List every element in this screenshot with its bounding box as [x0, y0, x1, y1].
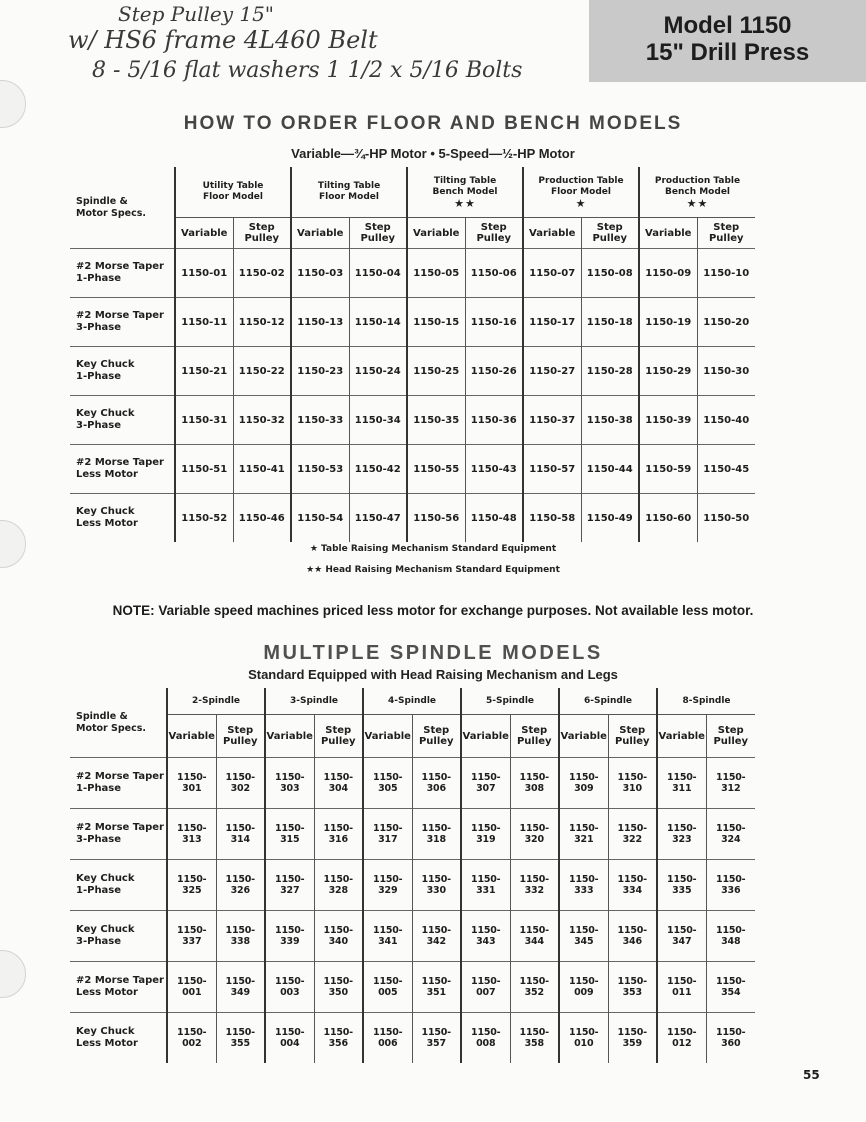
model-number-cell: 1150-003: [265, 962, 314, 1013]
model-number-cell: 1150-318: [412, 809, 461, 860]
model-number-cell: 1150-351: [412, 962, 461, 1013]
model-number-cell: 1150-336: [706, 860, 755, 911]
multiple-spindle-table: [70, 688, 755, 1063]
model-number-cell: 1150-011: [657, 962, 706, 1013]
model-number-cell: 1150-60: [639, 494, 697, 543]
model-number-cell: 1150-331: [461, 860, 510, 911]
model-number-cell: 1150-010: [559, 1013, 608, 1064]
model-number-cell: 1150-49: [581, 494, 639, 543]
table-row: [70, 758, 755, 809]
column-group-header: 8-Spindle: [657, 688, 755, 715]
section-title-multiple-spindle: MULTIPLE SPINDLE MODELS: [263, 642, 603, 664]
spec-line-1: Key Chuck: [76, 873, 135, 884]
subheader-line-1: Variable: [560, 730, 607, 742]
table-row: [70, 1013, 755, 1064]
model-number-cell: 1150-25: [407, 347, 465, 396]
subheader-line-1: Step: [521, 725, 548, 736]
model-number-cell: 1150-06: [465, 249, 523, 298]
model-number-cell: 1150-23: [291, 347, 349, 396]
model-number-cell: 1150-301: [167, 758, 216, 809]
model-number-cell: 1150-03: [291, 249, 349, 298]
model-number-cell: 1150-04: [349, 249, 407, 298]
model-number-cell: 1150-45: [697, 445, 755, 494]
model-number-cell: 1150-35: [407, 396, 465, 445]
model-number-cell: 1150-350: [314, 962, 363, 1013]
model-number-cell: 1150-305: [363, 758, 412, 809]
model-number-cell: 1150-347: [657, 911, 706, 962]
model-number-cell: 1150-29: [639, 347, 697, 396]
spec-line-1: Key Chuck: [76, 408, 135, 419]
model-number-cell: 1150-313: [167, 809, 216, 860]
group-header-line-2: Bench Model: [432, 186, 498, 197]
star-icon: ★: [575, 196, 587, 210]
column-subheader: [167, 715, 216, 758]
model-number-cell: 1150-009: [559, 962, 608, 1013]
subheader-line-2: Pulley: [516, 736, 552, 747]
subheader-line-1: Variable: [364, 730, 411, 742]
model-number-cell: 1150-36: [465, 396, 523, 445]
spec-header-line-2: Motor Specs.: [76, 207, 147, 219]
model-number-cell: 1150-14: [349, 298, 407, 347]
column-group-header: 2-Spindle: [167, 688, 265, 715]
model-number-cell: 1150-346: [608, 911, 657, 962]
model-number-cell: 1150-311: [657, 758, 706, 809]
table-row: [70, 347, 755, 396]
model-number-cell: 1150-353: [608, 962, 657, 1013]
spec-column-header: [70, 688, 167, 758]
model-number-cell: 1150-09: [639, 249, 697, 298]
spec-cell: [70, 396, 175, 445]
model-number-cell: 1150-339: [265, 911, 314, 962]
model-number-cell: 1150-28: [581, 347, 639, 396]
model-number-cell: 1150-07: [523, 249, 581, 298]
model-number-cell: 1150-41: [233, 445, 291, 494]
group-header-line-2: Floor Model: [551, 186, 611, 197]
column-subheader: [657, 715, 706, 758]
model-number-cell: 1150-10: [697, 249, 755, 298]
spec-line-2: 3-Phase: [76, 936, 122, 947]
model-number-cell: 1150-47: [349, 494, 407, 543]
model-number-cell: 1150-005: [363, 962, 412, 1013]
model-number-cell: 1150-348: [706, 911, 755, 962]
model-title-box: [589, 0, 866, 82]
section-subtitle-multiple-spindle: Standard Equipped with Head Raising Mechanism and Legs: [248, 667, 618, 682]
legend-single-star: ★ Table Raising Mechanism Standard Equipment: [309, 544, 557, 554]
model-number-cell: 1150-335: [657, 860, 706, 911]
model-number-cell: 1150-360: [706, 1013, 755, 1064]
spec-line-2: Less Motor: [76, 469, 138, 480]
spec-line-2: 1-Phase: [76, 885, 122, 896]
model-number-cell: 1150-357: [412, 1013, 461, 1064]
column-subheader: Variable: [175, 218, 233, 249]
model-number-cell: 1150-341: [363, 911, 412, 962]
model-number-cell: 1150-08: [581, 249, 639, 298]
model-number-cell: 1150-316: [314, 809, 363, 860]
column-group-header: [523, 167, 639, 218]
model-number-cell: 1150-59: [639, 445, 697, 494]
table-subheader-row: [70, 715, 755, 758]
spec-line-2: Less Motor: [76, 518, 138, 529]
model-number-cell: 1150-314: [216, 809, 265, 860]
spec-header-line-1: Spindle &: [76, 710, 128, 722]
model-number-cell: 1150-38: [581, 396, 639, 445]
model-number-cell: 1150-004: [265, 1013, 314, 1064]
model-number-cell: 1150-50: [697, 494, 755, 543]
model-number-cell: 1150-345: [559, 911, 608, 962]
spec-header-line-1: Spindle &: [76, 195, 128, 207]
column-subheader: [265, 715, 314, 758]
table-row: [70, 809, 755, 860]
spec-line-1: #2 Morse Taper: [76, 975, 164, 986]
column-subheader: [216, 715, 265, 758]
spec-cell: [70, 494, 175, 543]
subheader-line-1: Step: [325, 725, 352, 736]
model-number-cell: 1150-334: [608, 860, 657, 911]
spec-line-1: Key Chuck: [76, 359, 135, 370]
column-group-header: [407, 167, 523, 218]
model-number-cell: 1150-325: [167, 860, 216, 911]
model-number-cell: 1150-317: [363, 809, 412, 860]
column-group-header: [639, 167, 755, 218]
model-number-cell: 1150-24: [349, 347, 407, 396]
spec-cell: [70, 445, 175, 494]
model-number-cell: 1150-359: [608, 1013, 657, 1064]
model-number-cell: 1150-319: [461, 809, 510, 860]
subheader-line-1: Variable: [462, 730, 509, 742]
model-number-cell: 1150-355: [216, 1013, 265, 1064]
model-number-cell: 1150-354: [706, 962, 755, 1013]
model-number-cell: 1150-320: [510, 809, 559, 860]
spec-line-2: 1-Phase: [76, 783, 122, 794]
model-number-cell: 1150-356: [314, 1013, 363, 1064]
model-number-cell: 1150-43: [465, 445, 523, 494]
model-number-cell: 1150-332: [510, 860, 559, 911]
spec-line-1: Key Chuck: [76, 924, 135, 935]
spec-cell: [70, 249, 175, 298]
column-subheader: Variable: [639, 218, 697, 249]
spec-line-2: 3-Phase: [76, 420, 122, 431]
subheader-line-2: Pulley: [320, 736, 356, 747]
spec-cell: [70, 1013, 167, 1064]
subheader-line-1: Step: [227, 725, 254, 736]
subheader-line-2: Pulley: [713, 736, 749, 747]
model-number-cell: 1150-304: [314, 758, 363, 809]
column-group-header: 3-Spindle: [265, 688, 363, 715]
model-number-cell: 1150-310: [608, 758, 657, 809]
spec-line-2: 1-Phase: [76, 273, 122, 284]
table-row: [70, 860, 755, 911]
handwritten-note-line-3: 8 - 5/16 flat washers 1 1/2 x 5/16 Bolts: [92, 58, 523, 83]
subheader-line-2: Pulley: [222, 736, 258, 747]
model-number-cell: 1150-328: [314, 860, 363, 911]
model-number-cell: 1150-12: [233, 298, 291, 347]
spec-cell: [70, 298, 175, 347]
table-header-row: [70, 167, 755, 218]
spec-line-1: Key Chuck: [76, 506, 135, 517]
column-subheader: [314, 715, 363, 758]
model-number-cell: 1150-329: [363, 860, 412, 911]
model-number-cell: 1150-340: [314, 911, 363, 962]
model-number-cell: 1150-326: [216, 860, 265, 911]
column-subheader: [461, 715, 510, 758]
model-number-cell: 1150-56: [407, 494, 465, 543]
product-name: 15" Drill Press: [645, 39, 810, 66]
group-header-line-1: Production Table: [538, 175, 624, 186]
model-number-cell: 1150-05: [407, 249, 465, 298]
spec-line-2: Less Motor: [76, 987, 138, 998]
model-number-cell: 1150-20: [697, 298, 755, 347]
subheader-line-2: Pulley: [418, 736, 454, 747]
subheader-line-2: Pulley: [614, 736, 650, 747]
model-number-cell: 1150-327: [265, 860, 314, 911]
spec-column-header: [70, 167, 175, 249]
model-number-cell: 1150-302: [216, 758, 265, 809]
group-header-line-1: Tilting Table: [317, 181, 381, 191]
column-subheader: [412, 715, 461, 758]
model-number-cell: 1150-321: [559, 809, 608, 860]
model-number-cell: 1150-001: [167, 962, 216, 1013]
spec-line-2: Less Motor: [76, 1038, 138, 1049]
subheader-line-1: Step: [619, 725, 646, 736]
model-number-cell: 1150-342: [412, 911, 461, 962]
model-number-cell: 1150-55: [407, 445, 465, 494]
model-number-cell: 1150-22: [233, 347, 291, 396]
model-number-cell: 1150-18: [581, 298, 639, 347]
table-row: [70, 249, 755, 298]
spec-cell: [70, 860, 167, 911]
table-header-row: [70, 688, 755, 715]
pricing-note: NOTE: Variable speed machines priced less motor for exchange purposes. Not available less motor.: [112, 603, 754, 618]
model-number-cell: 1150-309: [559, 758, 608, 809]
spec-cell: [70, 758, 167, 809]
model-number-cell: 1150-012: [657, 1013, 706, 1064]
column-subheader: Variable: [291, 218, 349, 249]
table-row: [70, 298, 755, 347]
subheader-line-1: Step: [423, 725, 450, 736]
model-number-cell: 1150-15: [407, 298, 465, 347]
column-subheader: [510, 715, 559, 758]
model-number-cell: 1150-34: [349, 396, 407, 445]
spec-cell: [70, 809, 167, 860]
star-icon: ★★: [454, 196, 476, 210]
table-row: [70, 962, 755, 1013]
subheader-line-1: Variable: [168, 730, 215, 742]
spec-cell: [70, 962, 167, 1013]
model-number: Model 1150: [663, 12, 792, 39]
model-number-cell: 1150-21: [175, 347, 233, 396]
model-number-cell: 1150-306: [412, 758, 461, 809]
column-subheader: Step Pulley: [349, 218, 407, 249]
spec-cell: [70, 347, 175, 396]
table-row: [70, 445, 755, 494]
model-number-cell: 1150-13: [291, 298, 349, 347]
table-row: [70, 911, 755, 962]
spec-header-line-2: Motor Specs.: [76, 722, 147, 734]
section-title-floor-bench: HOW TO ORDER FLOOR AND BENCH MODELS: [183, 113, 683, 134]
column-group-header: [175, 167, 291, 218]
column-group-header: 6-Spindle: [559, 688, 657, 715]
model-number-cell: 1150-27: [523, 347, 581, 396]
model-number-cell: 1150-02: [233, 249, 291, 298]
model-number-cell: 1150-344: [510, 911, 559, 962]
handwritten-note-line-2: w/ HS6 frame 4L460 Belt: [68, 26, 378, 54]
model-number-cell: 1150-352: [510, 962, 559, 1013]
model-number-cell: 1150-48: [465, 494, 523, 543]
model-number-cell: 1150-51: [175, 445, 233, 494]
star-icon: ★★: [686, 196, 709, 210]
model-number-cell: 1150-307: [461, 758, 510, 809]
model-number-cell: 1150-52: [175, 494, 233, 543]
model-number-cell: 1150-44: [581, 445, 639, 494]
subheader-line-1: Variable: [266, 730, 313, 742]
group-header-line-2: Floor Model: [203, 192, 263, 202]
model-number-cell: 1150-322: [608, 809, 657, 860]
model-number-cell: 1150-303: [265, 758, 314, 809]
model-number-cell: 1150-19: [639, 298, 697, 347]
model-number-cell: 1150-007: [461, 962, 510, 1013]
subheader-line-1: Step: [717, 725, 744, 736]
spec-line-1: #2 Morse Taper: [76, 261, 164, 272]
model-number-cell: 1150-006: [363, 1013, 412, 1064]
column-subheader: [706, 715, 755, 758]
model-number-cell: 1150-002: [167, 1013, 216, 1064]
group-header-line-1: Production Table: [654, 175, 741, 186]
column-subheader: Variable: [407, 218, 465, 249]
group-header-line-1: Utility Table: [202, 181, 264, 191]
model-number-cell: 1150-349: [216, 962, 265, 1013]
spec-line-2: 3-Phase: [76, 322, 122, 333]
model-number-cell: 1150-01: [175, 249, 233, 298]
model-number-cell: 1150-323: [657, 809, 706, 860]
model-number-cell: 1150-32: [233, 396, 291, 445]
model-number-cell: 1150-16: [465, 298, 523, 347]
model-number-cell: 1150-312: [706, 758, 755, 809]
column-subheader: Step Pulley: [465, 218, 523, 249]
group-header-line-2: Bench Model: [664, 186, 731, 197]
column-subheader: Step Pulley: [233, 218, 291, 249]
legend-double-star: ★★ Head Raising Mechanism Standard Equipment: [306, 565, 560, 575]
model-number-cell: 1150-42: [349, 445, 407, 494]
column-group-header: 4-Spindle: [363, 688, 461, 715]
punch-hole: [0, 950, 26, 998]
group-header-line-2: Floor Model: [319, 192, 379, 202]
model-number-cell: 1150-37: [523, 396, 581, 445]
spec-line-1: Key Chuck: [76, 1026, 135, 1037]
spec-cell: [70, 911, 167, 962]
model-number-cell: 1150-308: [510, 758, 559, 809]
column-subheader: [559, 715, 608, 758]
model-number-cell: 1150-54: [291, 494, 349, 543]
model-number-cell: 1150-57: [523, 445, 581, 494]
spec-line-2: 3-Phase: [76, 834, 122, 845]
model-number-cell: 1150-330: [412, 860, 461, 911]
spec-line-2: 1-Phase: [76, 371, 122, 382]
model-number-cell: 1150-58: [523, 494, 581, 543]
model-number-cell: 1150-11: [175, 298, 233, 347]
model-number-cell: 1150-337: [167, 911, 216, 962]
spec-line-1: #2 Morse Taper: [76, 771, 164, 782]
model-number-cell: 1150-39: [639, 396, 697, 445]
model-number-cell: 1150-33: [291, 396, 349, 445]
column-subheader: Step Pulley: [697, 218, 755, 249]
model-number-cell: 1150-31: [175, 396, 233, 445]
page-number: 55: [803, 1068, 820, 1082]
model-number-cell: 1150-46: [233, 494, 291, 543]
model-number-cell: 1150-338: [216, 911, 265, 962]
table-row: [70, 396, 755, 445]
model-number-cell: 1150-40: [697, 396, 755, 445]
group-header-line-1: Tilting Table: [433, 175, 497, 186]
model-number-cell: 1150-30: [697, 347, 755, 396]
model-number-cell: 1150-324: [706, 809, 755, 860]
column-subheader: [608, 715, 657, 758]
spec-line-1: #2 Morse Taper: [76, 822, 164, 833]
model-number-cell: 1150-333: [559, 860, 608, 911]
model-number-cell: 1150-17: [523, 298, 581, 347]
floor-bench-table: [70, 167, 755, 542]
spec-line-1: #2 Morse Taper: [76, 310, 164, 321]
handwritten-note-line-1: Step Pulley 15": [118, 2, 275, 26]
column-group-header: [291, 167, 407, 218]
model-number-cell: 1150-343: [461, 911, 510, 962]
model-number-cell: 1150-53: [291, 445, 349, 494]
section-subtitle-floor-bench: Variable—¾-HP Motor • 5-Speed—½-HP Motor: [291, 146, 575, 161]
subheader-line-1: Variable: [658, 730, 705, 742]
model-number-cell: 1150-315: [265, 809, 314, 860]
model-number-cell: 1150-358: [510, 1013, 559, 1064]
column-subheader: Variable: [523, 218, 581, 249]
model-number-cell: 1150-008: [461, 1013, 510, 1064]
column-subheader: Step Pulley: [581, 218, 639, 249]
spec-line-1: #2 Morse Taper: [76, 457, 164, 468]
column-subheader: [363, 715, 412, 758]
model-number-cell: 1150-26: [465, 347, 523, 396]
column-group-header: 5-Spindle: [461, 688, 559, 715]
table-row: [70, 494, 755, 543]
